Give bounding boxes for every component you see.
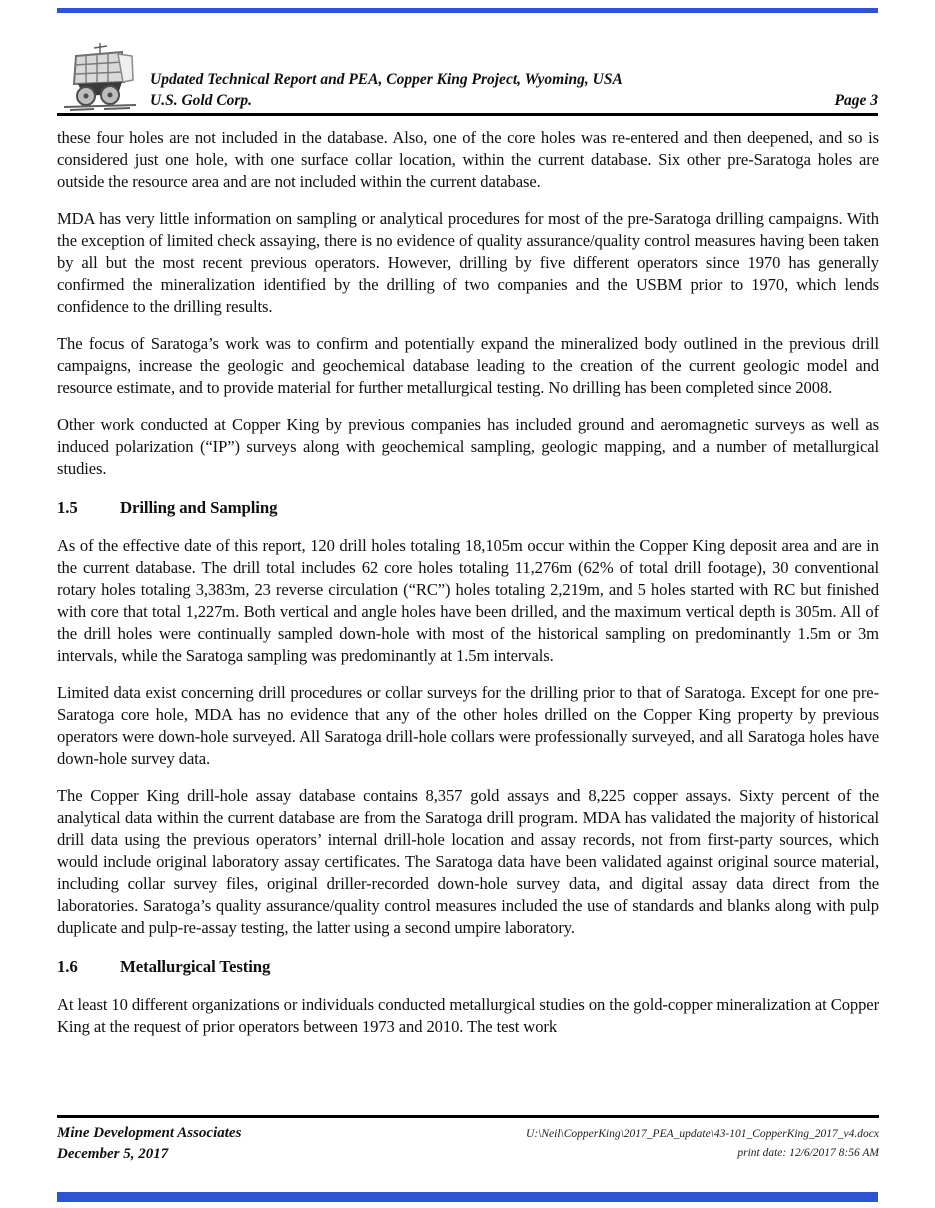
section-title: Drilling and Sampling [120, 498, 278, 517]
paragraph: At least 10 different organizations or individuals conducted metallurgical studies on the gold-copper mineralization at Copper King at the request of prior operators between 1973 and 2010. The test work [57, 995, 879, 1036]
header-text-block [150, 69, 878, 112]
footer-left-block [57, 1123, 241, 1165]
footer-right-block [526, 1123, 879, 1163]
top-accent-bar [57, 8, 878, 13]
paragraph: As of the effective date of this report, 120 drill holes totaling 18,105m occur within the Copper King deposit area and are in the current database. The drill total includes 62 core holes totaling 11,276m (62% of total drill footage), 30 conventional rotary holes totaling 3,383m, 23 reverse circulation (“RC”) holes totaling 2,219m, and 5 holes started with RC but finished with core that total 1,227m. Both vertical and angle holes have been drilled, and the maximum vertical depth is 305m. All of the drill holes were continually sampled down-hole with most of the historical sampling on predominantly 1.5m or 3m intervals, while the Saratoga sampling was predominantly at 1.5m intervals. [57, 536, 879, 665]
section-number: 1.5 [57, 498, 78, 517]
page-footer [57, 1115, 879, 1165]
page-header [60, 40, 878, 112]
bottom-accent-bar [57, 1192, 878, 1202]
mine-cart-icon [60, 40, 140, 112]
report-title: Updated Technical Report and PEA, Copper King Project, Wyoming, USA [150, 71, 623, 88]
section-heading-drilling-and-sampling [57, 497, 879, 519]
section-number: 1.6 [57, 957, 78, 976]
footer-company: Mine Development Associates [57, 1125, 242, 1141]
paragraph: these four holes are not included in the database. Also, one of the core holes was re-entered and then deepened, and so is considered just one hole, with one surface collar location, within the current database. Six other pre-Saratoga holes are outside the resource area and are not included within the current database. [57, 128, 879, 191]
paragraph: Other work conducted at Copper King by previous companies has included ground and aeromagnetic surveys as well as induced polarization (“IP”) surveys along with geochemical sampling, geologic mapping, and a number of metallurgical studies. [57, 415, 879, 478]
footer-print-date: print date: 12/6/2017 8:56 AM [737, 1147, 879, 1159]
company-logo [60, 40, 140, 112]
paragraph: Limited data exist concerning drill procedures or collar surveys for the drilling prior to that of Saratoga. Except for one pre-Saratoga core hole, MDA has no evidence that any of the other holes drilled on the Copper King property by previous operators were down-hole surveyed. All Saratoga drill-hole collars were professionally surveyed, and all Saratoga holes have down-hole survey data. [57, 683, 879, 768]
paragraph: MDA has very little information on sampling or analytical procedures for most of the pre-Saratoga drilling campaigns. With the exception of limited check assaying, there is no evidence of quality assurance/quality control measures having been taken by all but the most recent previous operators. However, drilling by five different operators since 1970 has generally confirmed the mineralization identified by the drilling of two companies and the USBM prior to 1970, which lends confidence to the drilling results. [57, 209, 879, 316]
footer-rule [57, 1115, 879, 1118]
section-title: Metallurgical Testing [120, 957, 271, 976]
company-name: U.S. Gold Corp. [150, 92, 253, 109]
page-number: Page 3 [834, 92, 878, 109]
footer-date: December 5, 2017 [57, 1146, 169, 1162]
document-body [57, 127, 879, 1053]
paragraph: The focus of Saratoga’s work was to confirm and potentially expand the mineralized body outlined in the previous drill campaigns, increase the geologic and geochemical database leading to the creation of the current geologic model and resource estimate, and to provide material for further metallurgical testing. No drilling has been completed since 2008. [57, 334, 879, 397]
header-rule [57, 113, 878, 116]
paragraph: The Copper King drill-hole assay database contains 8,357 gold assays and 8,225 copper assays. Sixty percent of the analytical data within the current database are from the Saratoga drill program. MDA has validated the majority of historical drill data using the previous operators’ internal drill-hole location and assay records, not from first-party sources, which would include original laboratory assay certificates. The Saratoga data have been validated against original source material, including collar survey files, original driller-recorded down-hole survey data, and digital assay data direct from the laboratories. Saratoga’s quality assurance/quality control measures included the use of standards and blanks along with pulp duplicate and pulp-re-assay testing, the latter using a second umpire laboratory. [57, 786, 879, 937]
footer-file-path: U:\Neil\CopperKing\2017_PEA_update\43-101_CopperKing_2017_v4.docx [526, 1128, 879, 1140]
section-heading-metallurgical-testing [57, 956, 879, 978]
